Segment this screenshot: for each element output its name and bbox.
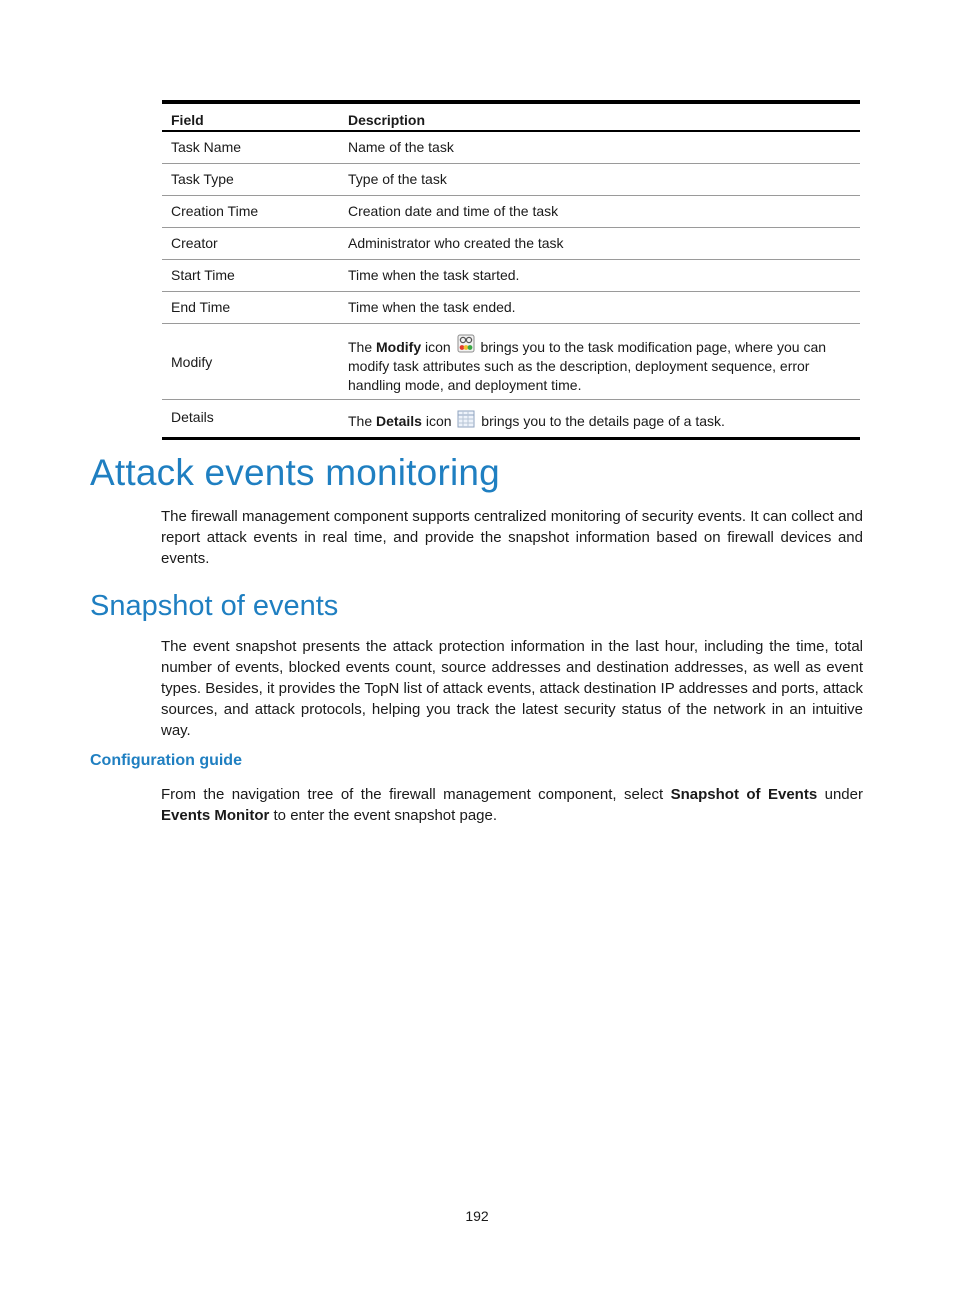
row-description: Time when the task started. [348, 267, 520, 283]
section-title-configuration-guide: Configuration guide [90, 752, 242, 769]
guide-bold-snapshot: Snapshot of Events [670, 786, 818, 803]
guide-text-1: From the navigation tree of the firewall management component, select [161, 786, 671, 803]
field-description-table [162, 100, 860, 440]
configuration-guide-paragraph [161, 784, 863, 826]
row-description: Administrator who created the task [348, 235, 564, 251]
row-description: Time when the task ended. [348, 299, 516, 315]
desc-bold-details: Details [376, 413, 422, 429]
table-row [162, 131, 860, 164]
attack-events-paragraph: The firewall management component supports centralized monitoring of security events. It can collect and report attack events in real time, and provide the snapshot information based on firewall devices and events. [161, 508, 863, 567]
section-title-snapshot: Snapshot of events [90, 590, 339, 622]
details-icon [457, 410, 475, 428]
row-description: Type of the task [348, 171, 447, 187]
row-field: Details [171, 409, 214, 425]
guide-text-3: to enter the event snapshot page. [269, 807, 498, 824]
row-description [339, 400, 860, 439]
header-description: Description [348, 112, 426, 128]
row-description: Name of the task [348, 139, 454, 155]
section-title-attack-events: Attack events monitoring [90, 452, 500, 493]
header-field: Field [171, 112, 204, 128]
row-field: Task Name [171, 139, 242, 155]
table-row [162, 164, 860, 196]
table-row [162, 228, 860, 260]
table-header-row [162, 102, 860, 131]
page-number: 192 [465, 1208, 489, 1224]
row-field: Start Time [171, 267, 235, 283]
desc-post: brings you to the details page of a task. [477, 413, 725, 429]
desc-icon-word: icon [421, 339, 455, 355]
modify-icon [457, 334, 475, 352]
snapshot-paragraph: The event snapshot presents the attack protection information in the last hour, including the time, total number of events, blocked events count, source addresses and destination addresses, as well as event types. Besides, it provides the TopN list of attack events, attack destination IP addresses and ports, attack sources, and attack protocols, helping you track the latest security status of the network in an intuitive way. [161, 638, 863, 739]
table-row [162, 292, 860, 324]
row-field: Creator [171, 235, 218, 251]
row-description: Creation date and time of the task [348, 203, 559, 219]
row-field: Task Type [171, 171, 234, 187]
guide-text-2: under [817, 786, 863, 803]
desc-bold-modify: Modify [376, 339, 422, 355]
table-row [162, 324, 860, 400]
table-row [162, 260, 860, 292]
table-row [162, 400, 860, 439]
table-row [162, 196, 860, 228]
guide-bold-events-monitor: Events Monitor [161, 807, 270, 824]
row-field: End Time [171, 299, 231, 315]
row-field: Modify [171, 354, 213, 370]
desc-pre: The [348, 413, 377, 429]
desc-icon-word: icon [421, 413, 456, 429]
row-field: Creation Time [171, 203, 259, 219]
desc-post: brings you to the task modification page, where you can modify task attributes such as the description, deployment sequence, error handling mode, and deployment time. [348, 339, 827, 393]
desc-pre: The [348, 339, 377, 355]
row-description [339, 324, 860, 400]
